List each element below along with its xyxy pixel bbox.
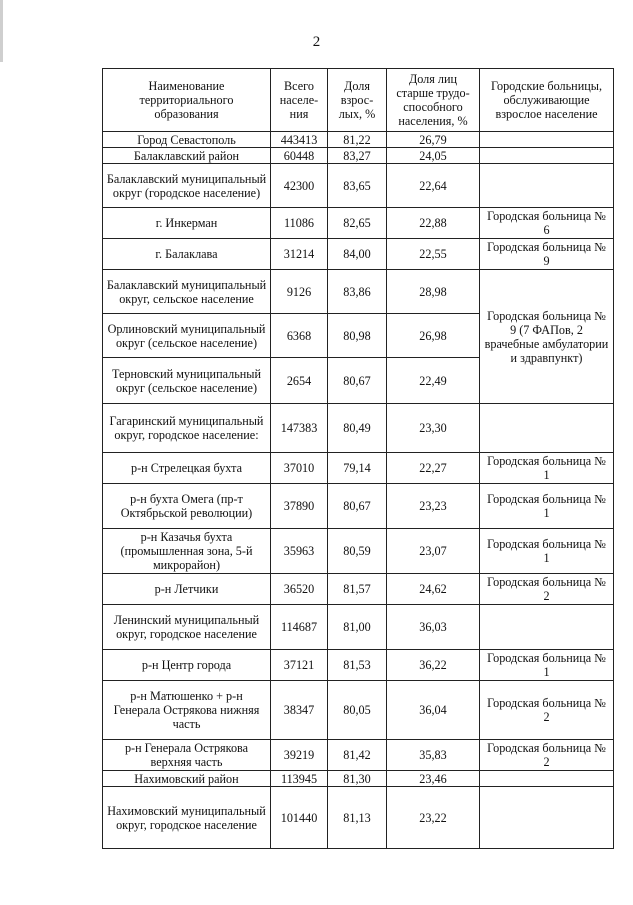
cell-adults: 80,98 bbox=[328, 314, 387, 358]
cell-name: Орлиновский муниципальный округ (сельское население) bbox=[103, 314, 271, 358]
cell-name: р-н Центр города bbox=[103, 650, 271, 681]
table-row bbox=[103, 740, 614, 771]
table-body bbox=[103, 132, 614, 849]
header-adults: Доля взрос-лых, % bbox=[328, 69, 387, 132]
cell-name: р-н Казачья бухта (промышленная зона, 5-й микрорайон) bbox=[103, 529, 271, 574]
table-row bbox=[103, 484, 614, 529]
cell-total: 38347 bbox=[271, 681, 328, 740]
cell-adults: 79,14 bbox=[328, 453, 387, 484]
cell-hospital bbox=[480, 787, 614, 849]
cell-adults: 81,42 bbox=[328, 740, 387, 771]
cell-total: 37121 bbox=[271, 650, 328, 681]
cell-elderly: 23,07 bbox=[387, 529, 480, 574]
cell-hospital: Городская больница № 9 (7 ФАПов, 2 врачебные амбулатории и здравпункт) bbox=[480, 270, 614, 404]
table-row bbox=[103, 605, 614, 650]
cell-elderly: 22,55 bbox=[387, 239, 480, 270]
header-hospitals: Городские больницы, обслуживающие взрослое население bbox=[480, 69, 614, 132]
cell-name: Балаклавский муниципальный округ (городское население) bbox=[103, 164, 271, 208]
cell-name: р-н Матюшенко + р-н Генерала Острякова нижняя часть bbox=[103, 681, 271, 740]
table-row bbox=[103, 239, 614, 270]
cell-adults: 83,86 bbox=[328, 270, 387, 314]
cell-total: 37890 bbox=[271, 484, 328, 529]
cell-total: 113945 bbox=[271, 771, 328, 787]
cell-name: р-н Летчики bbox=[103, 574, 271, 605]
cell-hospital: Городская больница № 2 bbox=[480, 740, 614, 771]
table-row bbox=[103, 574, 614, 605]
cell-total: 114687 bbox=[271, 605, 328, 650]
cell-adults: 83,27 bbox=[328, 148, 387, 164]
cell-hospital bbox=[480, 164, 614, 208]
table-row bbox=[103, 681, 614, 740]
cell-total: 60448 bbox=[271, 148, 328, 164]
cell-hospital: Городская больница № 6 bbox=[480, 208, 614, 239]
cell-elderly: 36,03 bbox=[387, 605, 480, 650]
table-row bbox=[103, 650, 614, 681]
cell-hospital bbox=[480, 404, 614, 453]
cell-hospital bbox=[480, 148, 614, 164]
cell-elderly: 36,22 bbox=[387, 650, 480, 681]
cell-elderly: 26,98 bbox=[387, 314, 480, 358]
table-header-row bbox=[103, 69, 614, 132]
cell-total: 147383 bbox=[271, 404, 328, 453]
cell-hospital: Городская больница № 1 bbox=[480, 529, 614, 574]
cell-adults: 80,05 bbox=[328, 681, 387, 740]
cell-total: 42300 bbox=[271, 164, 328, 208]
cell-hospital: Городская больница № 1 bbox=[480, 484, 614, 529]
cell-name: г. Балаклава bbox=[103, 239, 271, 270]
table-row bbox=[103, 529, 614, 574]
cell-hospital: Городская больница № 1 bbox=[480, 650, 614, 681]
cell-elderly: 24,05 bbox=[387, 148, 480, 164]
cell-adults: 80,49 bbox=[328, 404, 387, 453]
table-row bbox=[103, 270, 614, 314]
table-row bbox=[103, 453, 614, 484]
cell-name: Город Севастополь bbox=[103, 132, 271, 148]
cell-name: Балаклавский район bbox=[103, 148, 271, 164]
cell-adults: 81,22 bbox=[328, 132, 387, 148]
cell-elderly: 22,64 bbox=[387, 164, 480, 208]
cell-name: Ленинский муниципальный округ, городское население bbox=[103, 605, 271, 650]
cell-adults: 80,67 bbox=[328, 358, 387, 404]
cell-elderly: 36,04 bbox=[387, 681, 480, 740]
cell-name: Нахимовский район bbox=[103, 771, 271, 787]
cell-adults: 81,53 bbox=[328, 650, 387, 681]
page-number: 2 bbox=[312, 34, 321, 50]
cell-hospital: Городская больница № 2 bbox=[480, 681, 614, 740]
cell-total: 101440 bbox=[271, 787, 328, 849]
cell-hospital bbox=[480, 132, 614, 148]
cell-name: р-н Генерала Острякова верхняя часть bbox=[103, 740, 271, 771]
table-row bbox=[103, 164, 614, 208]
cell-hospital bbox=[480, 771, 614, 787]
cell-adults: 83,65 bbox=[328, 164, 387, 208]
table-row bbox=[103, 148, 614, 164]
cell-hospital: Городская больница № 2 bbox=[480, 574, 614, 605]
table-row bbox=[103, 132, 614, 148]
cell-name: Гагаринский муниципальный округ, городское население: bbox=[103, 404, 271, 453]
cell-adults: 81,57 bbox=[328, 574, 387, 605]
cell-name: г. Инкерман bbox=[103, 208, 271, 239]
cell-elderly: 23,23 bbox=[387, 484, 480, 529]
header-elderly: Доля лиц старше трудо-способного населения, % bbox=[387, 69, 480, 132]
cell-total: 6368 bbox=[271, 314, 328, 358]
cell-total: 37010 bbox=[271, 453, 328, 484]
cell-elderly: 35,83 bbox=[387, 740, 480, 771]
cell-elderly: 23,46 bbox=[387, 771, 480, 787]
cell-total: 443413 bbox=[271, 132, 328, 148]
cell-adults: 81,13 bbox=[328, 787, 387, 849]
cell-total: 9126 bbox=[271, 270, 328, 314]
cell-total: 36520 bbox=[271, 574, 328, 605]
cell-elderly: 22,49 bbox=[387, 358, 480, 404]
cell-elderly: 23,30 bbox=[387, 404, 480, 453]
header-name: Наименование территориального образования bbox=[103, 69, 271, 132]
table-row bbox=[103, 787, 614, 849]
cell-adults: 80,59 bbox=[328, 529, 387, 574]
cell-name: р-н бухта Омега (пр-т Октябрьской революции) bbox=[103, 484, 271, 529]
cell-total: 35963 bbox=[271, 529, 328, 574]
cell-adults: 82,65 bbox=[328, 208, 387, 239]
cell-elderly: 22,27 bbox=[387, 453, 480, 484]
cell-name: р-н Стрелецкая бухта bbox=[103, 453, 271, 484]
cell-name: Терновский муниципальный округ (сельское население) bbox=[103, 358, 271, 404]
table-row bbox=[103, 404, 614, 453]
cell-elderly: 22,88 bbox=[387, 208, 480, 239]
header-total: Всего населе-ния bbox=[271, 69, 328, 132]
cell-elderly: 23,22 bbox=[387, 787, 480, 849]
cell-name: Нахимовский муниципальный округ, городское население bbox=[103, 787, 271, 849]
cell-elderly: 24,62 bbox=[387, 574, 480, 605]
cell-elderly: 28,98 bbox=[387, 270, 480, 314]
cell-total: 31214 bbox=[271, 239, 328, 270]
scan-edge-mark bbox=[0, 0, 3, 62]
cell-adults: 81,00 bbox=[328, 605, 387, 650]
cell-hospital: Городская больница № 9 bbox=[480, 239, 614, 270]
cell-hospital: Городская больница № 1 bbox=[480, 453, 614, 484]
cell-adults: 84,00 bbox=[328, 239, 387, 270]
cell-adults: 81,30 bbox=[328, 771, 387, 787]
table-row bbox=[103, 208, 614, 239]
cell-total: 11086 bbox=[271, 208, 328, 239]
cell-total: 39219 bbox=[271, 740, 328, 771]
cell-hospital bbox=[480, 605, 614, 650]
cell-adults: 80,67 bbox=[328, 484, 387, 529]
cell-elderly: 26,79 bbox=[387, 132, 480, 148]
cell-name: Балаклавский муниципальный округ, сельское население bbox=[103, 270, 271, 314]
cell-total: 2654 bbox=[271, 358, 328, 404]
table-row bbox=[103, 771, 614, 787]
population-table bbox=[102, 68, 614, 849]
